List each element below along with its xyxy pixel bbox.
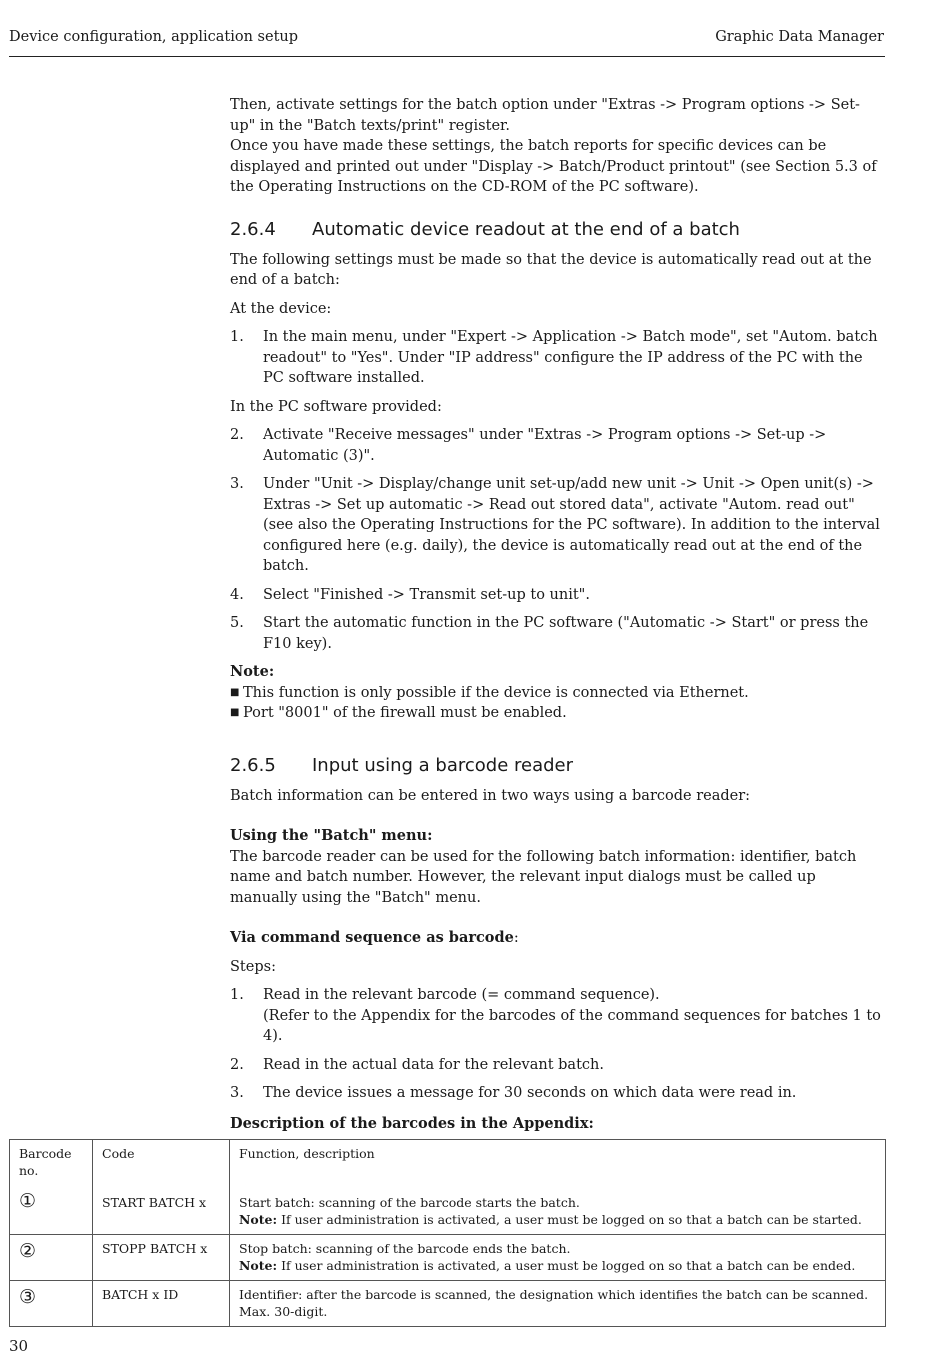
section-title: Input using a barcode reader [312,754,574,776]
table-row [10,1235,886,1281]
running-header-left: Device configuration, application setup [9,29,299,45]
list-item: 3. The device issues a message for 30 seconds on which data were read in. [230,1085,797,1101]
list-item: 2. Activate "Receive messages" under "Extras -> Program options -> Set-up -> Automatic (3)". [230,427,827,464]
batch-menu-text: The barcode reader can be used for the following batch information: identifier, batch name and batch number. However, the relevant input dialogs must be called up manually using the "Batch" menu. [230,848,857,906]
intro-paragraph-1: Then, activate settings for the batch option under "Extras -> Program options -> Set-up" in the "Batch texts/print" register. [230,97,860,134]
list-item: 5. Start the automatic function in the PC software ("Automatic -> Start" or press the F10 key). [230,615,869,652]
table-cell-code: BATCH x ID [93,1281,230,1327]
intro-paragraph-2: Once you have made these settings, the batch reports for specific devices can be displayed and printed out under "Display -> Batch/Product printout" (see Section 5.3 of the Operating Instructions on the CD-ROM of the PC software). [230,138,877,195]
section-number: 2.6.5 [230,754,276,776]
note-bullet: ■ Port "8001" of the firewall must be enabled. [230,703,885,724]
table-cell-code: START BATCH x [93,1185,230,1235]
table-header-cell: Function, description [230,1140,886,1186]
list-item: 2. Read in the actual data for the relevant batch. [230,1056,604,1073]
subhead-command-sequence: Via command sequence as barcode: [230,929,519,946]
table-header-cell: Barcode no. [10,1140,93,1186]
circled-number-1: ① [19,1190,37,1212]
steps-label: Steps: [230,958,276,975]
subhead-batch-menu: Using the "Batch" menu: [230,827,433,844]
table-cell-desc: Identifier: after the barcode is scanned, the designation which identifies the batch can be scanned. Max. 30-digit. [230,1281,886,1327]
note-bullet: ■ This function is only possible if the device is connected via Ethernet. [230,683,885,704]
table-caption: Description of the barcodes in the Appendix: [230,1115,594,1132]
table-cell-desc: Stop batch: scanning of the barcode ends the batch. Note: If user administration is activated, a user must be logged on so that a batch can be ended. [230,1235,886,1281]
section-heading-2-6-4 [230,218,885,242]
section-intro: Batch information can be entered in two ways using a barcode reader: [230,787,751,804]
main-column [230,95,885,1104]
header-rule [9,56,885,57]
subhead-at-device: At the device: [230,300,332,317]
table-row [10,1185,886,1235]
bullet-square-icon: ■ [230,707,240,718]
list-item: 4. Select "Finished -> Transmit set-up to unit". [230,586,590,603]
table-header-row [10,1140,886,1186]
table-header-cell: Code [93,1140,230,1186]
note-label: Note: [230,663,275,680]
circled-number-2: ② [19,1240,37,1262]
barcode-table [9,1139,886,1327]
page-number: 30 [9,1337,29,1355]
circled-number-3: ③ [19,1286,37,1308]
section-intro: The following settings must be made so that the device is automatically read out at the end of a batch: [230,251,872,288]
table-cell-desc: Start batch: scanning of the barcode starts the batch. Note: If user administration is activated, a user must be logged on so that a batch can be started. [230,1185,886,1235]
section-title: Automatic device readout at the end of a batch [312,218,740,240]
list-item: 3. Under "Unit -> Display/change unit set-up/add new unit -> Unit -> Open unit(s) -> Extras -> Set up automatic -> Read out stored data", activate "Autom. read out" (see also the Operating Instructions for the PC software). In addition to the interval configured here (e.g. daily), the device is automatically read out at the end of the batch. [230,476,880,574]
list-item: 1. Read in the relevant barcode (= command sequence). (Refer to the Appendix for the barcodes of the command sequences for batches 1 to 4). [230,987,881,1044]
list-item: 1. In the main menu, under "Expert -> Application -> Batch mode", set "Autom. batch readout" to "Yes". Under "IP address" configure the IP address of the PC with the PC software installed. [230,329,878,386]
bullet-square-icon: ■ [230,686,240,698]
section-heading-2-6-5 [230,754,885,778]
running-header-right: Graphic Data Manager [715,29,884,45]
subhead-pc-software: In the PC software provided: [230,398,442,415]
section-number: 2.6.4 [230,218,276,240]
table-cell-code: STOPP BATCH x [93,1235,230,1281]
table-row [10,1281,886,1327]
